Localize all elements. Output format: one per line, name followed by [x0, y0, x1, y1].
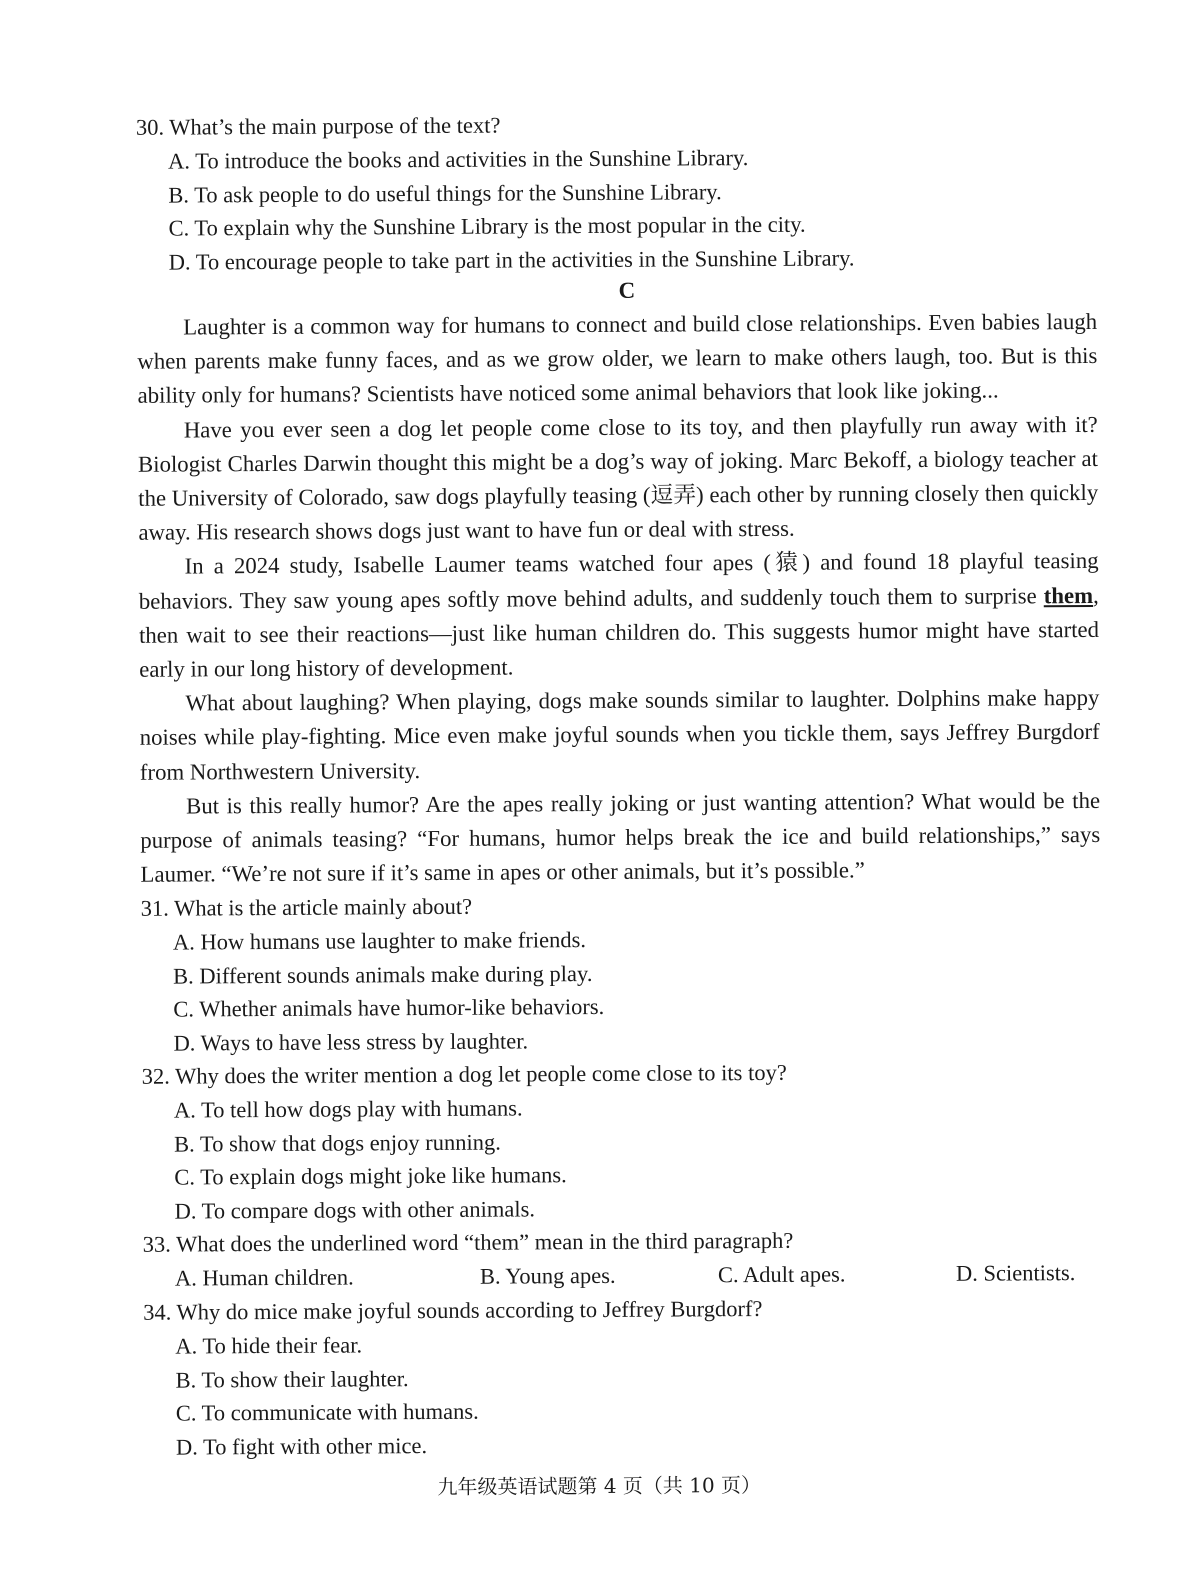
- question-34-stem: 34. Why do mice make joyful sounds according to Jeffrey Burgdorf?: [143, 1296, 763, 1326]
- question-34-option-d: D. To fight with other mice.: [175, 1432, 428, 1460]
- paragraph-3-text-after: , then wait to see their reactions—just like human children do. This suggests humor might have started early in our long history of development.: [138, 582, 1100, 682]
- question-33-option-d: D. Scientists.: [955, 1260, 1076, 1287]
- question-32-option-d: D. To compare dogs with other animals.: [174, 1196, 536, 1224]
- question-30-option-c: C. To explain why the Sunshine Library is the most popular in the city.: [168, 211, 806, 241]
- question-33-option-a: A. Human children.: [174, 1264, 354, 1292]
- underlined-word-them: them: [1043, 582, 1094, 608]
- page-footer: 九年级英语试题第 4 页（共 10 页）: [437, 1472, 762, 1499]
- question-31-option-d: D. Ways to have less stress by laughter.: [173, 1028, 529, 1056]
- question-32-option-a: A. To tell how dogs play with humans.: [173, 1095, 523, 1124]
- reading-passage: [137, 305, 1101, 892]
- question-32-stem: 32. Why does the writer mention a dog let people come close to its toy?: [141, 1060, 787, 1090]
- question-32-option-c: C. To explain dogs might joke like humans.: [174, 1162, 567, 1191]
- section-title: C: [618, 277, 636, 303]
- question-31: [141, 886, 1102, 1060]
- question-30-option-d: D. To encourage people to take part in the activities in the Sunshine Library.: [168, 244, 855, 275]
- question-31-option-b: B. Different sounds animals make during play.: [173, 960, 593, 989]
- passage-paragraph-4: What about laughing? When playing, dogs make sounds similar to laughter. Dolphins make happy noises while play-fighting. Mice even make joyful sounds when you tickle them, says Jeffrey Burgdorf from Northwestern University.: [139, 685, 1100, 785]
- question-30: [136, 105, 1097, 279]
- question-33-stem: 33. What does the underlined word “them” mean in the third paragraph?: [142, 1228, 794, 1258]
- question-31-option-a: A. How humans use laughter to make friends.: [172, 927, 587, 956]
- passage-paragraph-3: [139, 544, 1100, 687]
- question-30-option-b: B. To ask people to do useful things for the Sunshine Library.: [168, 178, 722, 208]
- question-30-option-a: A. To introduce the books and activities in the Sunshine Library.: [168, 145, 749, 174]
- question-33-option-b: B. Young apes.: [479, 1263, 616, 1290]
- question-34-option-b: B. To show their laughter.: [175, 1366, 409, 1393]
- paragraph-3-text-before: In a 2024 study, Isabelle Laumer teams watched four apes (猿) and found 18 playful teasing behaviors. They saw young apes softly move behind adults, and suddenly touch them to surprise: [138, 548, 1099, 614]
- passage-paragraph-1: Laughter is a common way for humans to connect and build close relationships. Even babies laugh when parents make funny faces, and as we grow older, we learn to make others laugh, too. But is this ability only for humans? Scientists have noticed some animal behaviors that look like joking...: [137, 308, 1098, 409]
- question-31-option-c: C. Whether animals have humor-like behaviors.: [173, 994, 605, 1023]
- question-30-stem: 30. What’s the main purpose of the text?: [135, 112, 501, 140]
- question-32-option-b: B. To show that dogs enjoy running.: [174, 1129, 501, 1157]
- question-33-options: [143, 1256, 1103, 1296]
- question-34: [143, 1290, 1104, 1464]
- question-33-option-c: C. Adult apes.: [717, 1261, 846, 1288]
- question-34-option-c: C. To communicate with humans.: [175, 1399, 479, 1427]
- question-31-stem: 31. What is the article mainly about?: [140, 894, 473, 922]
- passage-paragraph-2: Have you ever seen a dog let people come close to its toy, and then playfully run away with it? Biologist Charles Darwin thought this might be a dog’s way of joking. Marc Bekoff, a biology teacher at the University of Colorado, saw dogs playfully teasing (逗弄) each other by running closely then quickly away. His research shows dogs just want to have fun or deal with stress.: [137, 411, 1099, 546]
- question-34-option-a: A. To hide their fear.: [175, 1332, 363, 1360]
- question-32: [142, 1054, 1103, 1228]
- question-33: [143, 1222, 1103, 1296]
- passage-paragraph-5: But is this really humor? Are the apes really joking or just wanting attention? What would be the purpose of animals teasing? “For humans, humor helps break the ice and build relationships,” says Laumer. “We’re not sure if it’s same in apes or other animals, but it’s possible.”: [140, 787, 1101, 888]
